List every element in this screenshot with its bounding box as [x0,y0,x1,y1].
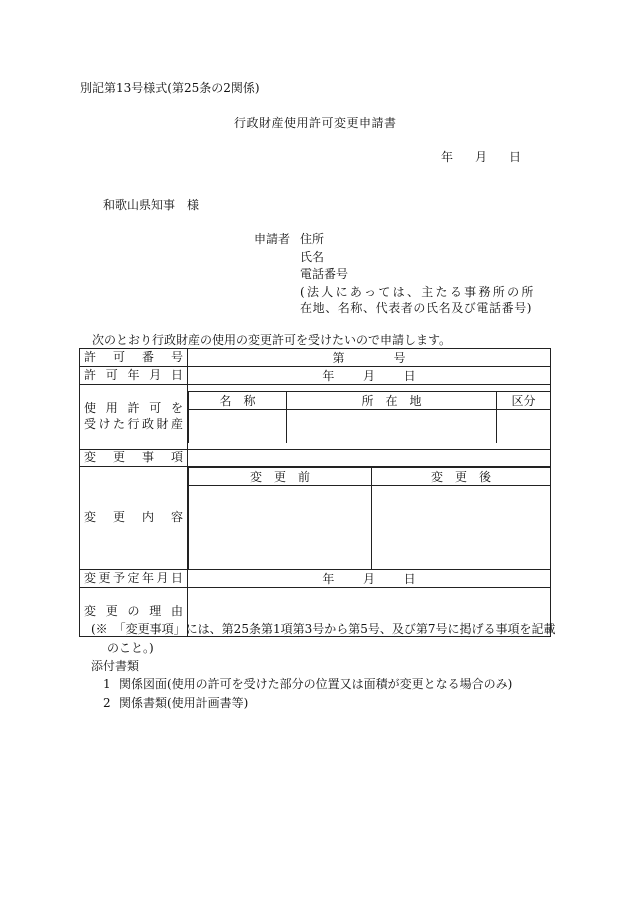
permit-date-label: 許可年月日 [80,367,188,385]
planned-date-year: 年 [322,572,335,586]
attachment-2-text: 関係書類(使用計画書等) [119,696,249,710]
row-permit-date [80,367,551,385]
property-label-line1: 使用許可を [84,401,183,416]
addressee: 和歌山県知事 様 [103,198,200,212]
planned-date-label: 変更予定年月日 [80,570,188,588]
change-before-header: 変 更 前 [189,468,372,486]
attachment-1-text: 関係図面(使用の許可を受けた部分の位置又は面積が変更となる場合のみ) [119,677,513,691]
applicant-corp-note-1: (法人にあっては、主たる事務所の所 [300,285,536,299]
applicant-name-label: 氏名 [300,250,325,264]
planned-date-month: 月 [362,572,375,586]
change-item-field[interactable] [188,450,551,467]
change-content-cell [188,467,551,570]
row-change-item [80,450,551,467]
permit-number-label: 許可番号 [80,349,188,367]
row-planned-date [80,570,551,588]
attachment-item-1 [103,678,512,690]
property-cell [188,385,551,450]
planned-date-day: 日 [403,572,416,586]
change-after-header: 変 更 後 [372,468,551,486]
property-class-field[interactable] [497,410,551,444]
permit-number-go: 号 [393,351,406,365]
property-name-header: 名 称 [189,392,287,410]
document-title: 行政財産使用許可変更申請書 [234,116,397,130]
property-location-header: 所 在 地 [287,392,497,410]
attachment-item-2 [103,697,248,709]
row-property [80,385,551,450]
application-date [441,151,521,163]
row-change-content [80,467,551,570]
permit-date-year: 年 [322,369,335,383]
property-location-field[interactable] [287,410,497,444]
permit-date-field[interactable] [188,367,551,385]
application-table [79,348,551,637]
applicant-phone-label: 電話番号 [300,267,349,281]
date-day-label: 日 [509,150,522,164]
change-after-field[interactable] [372,486,551,570]
change-content-subtable [188,467,550,569]
note-line-1: (※ 「変更事項」には、第25条第1項第3号から第5号、及び第7号に掲げる事項を記載 [91,622,556,636]
row-permit-number [80,349,551,367]
reason-label: 変更の理由 [80,588,188,637]
applicant-label: 申請者 [254,232,291,246]
property-label [80,385,188,450]
attachments-title: 添付書類 [91,659,140,673]
property-class-header: 区分 [497,392,551,410]
property-name-field[interactable] [189,410,287,444]
form-number: 別記第13号様式(第25条の2関係) [80,81,260,95]
note-line-2: のこと。) [107,641,154,655]
date-month-label: 月 [475,150,488,164]
attachment-2-number: 2 [103,696,111,710]
planned-date-field[interactable] [188,570,551,588]
property-subtable [188,391,550,443]
change-content-label: 変更内容 [80,467,188,570]
permit-number-field[interactable] [188,349,551,367]
intro-text: 次のとおり行政財産の使用の変更許可を受けたいので申請します。 [92,333,452,347]
permit-date-day: 日 [403,369,416,383]
change-item-label: 変更事項 [80,450,188,467]
permit-number-dai: 第 [332,351,345,365]
attachment-1-number: 1 [103,677,111,691]
date-year-label: 年 [441,150,454,164]
property-label-line2: 受けた行政財産 [84,417,183,431]
change-before-field[interactable] [189,486,372,570]
applicant-address-label: 住所 [300,232,325,246]
permit-date-month: 月 [362,369,375,383]
applicant-corp-note-2: 在地、名称、代表者の氏名及び電話番号) [300,301,533,315]
